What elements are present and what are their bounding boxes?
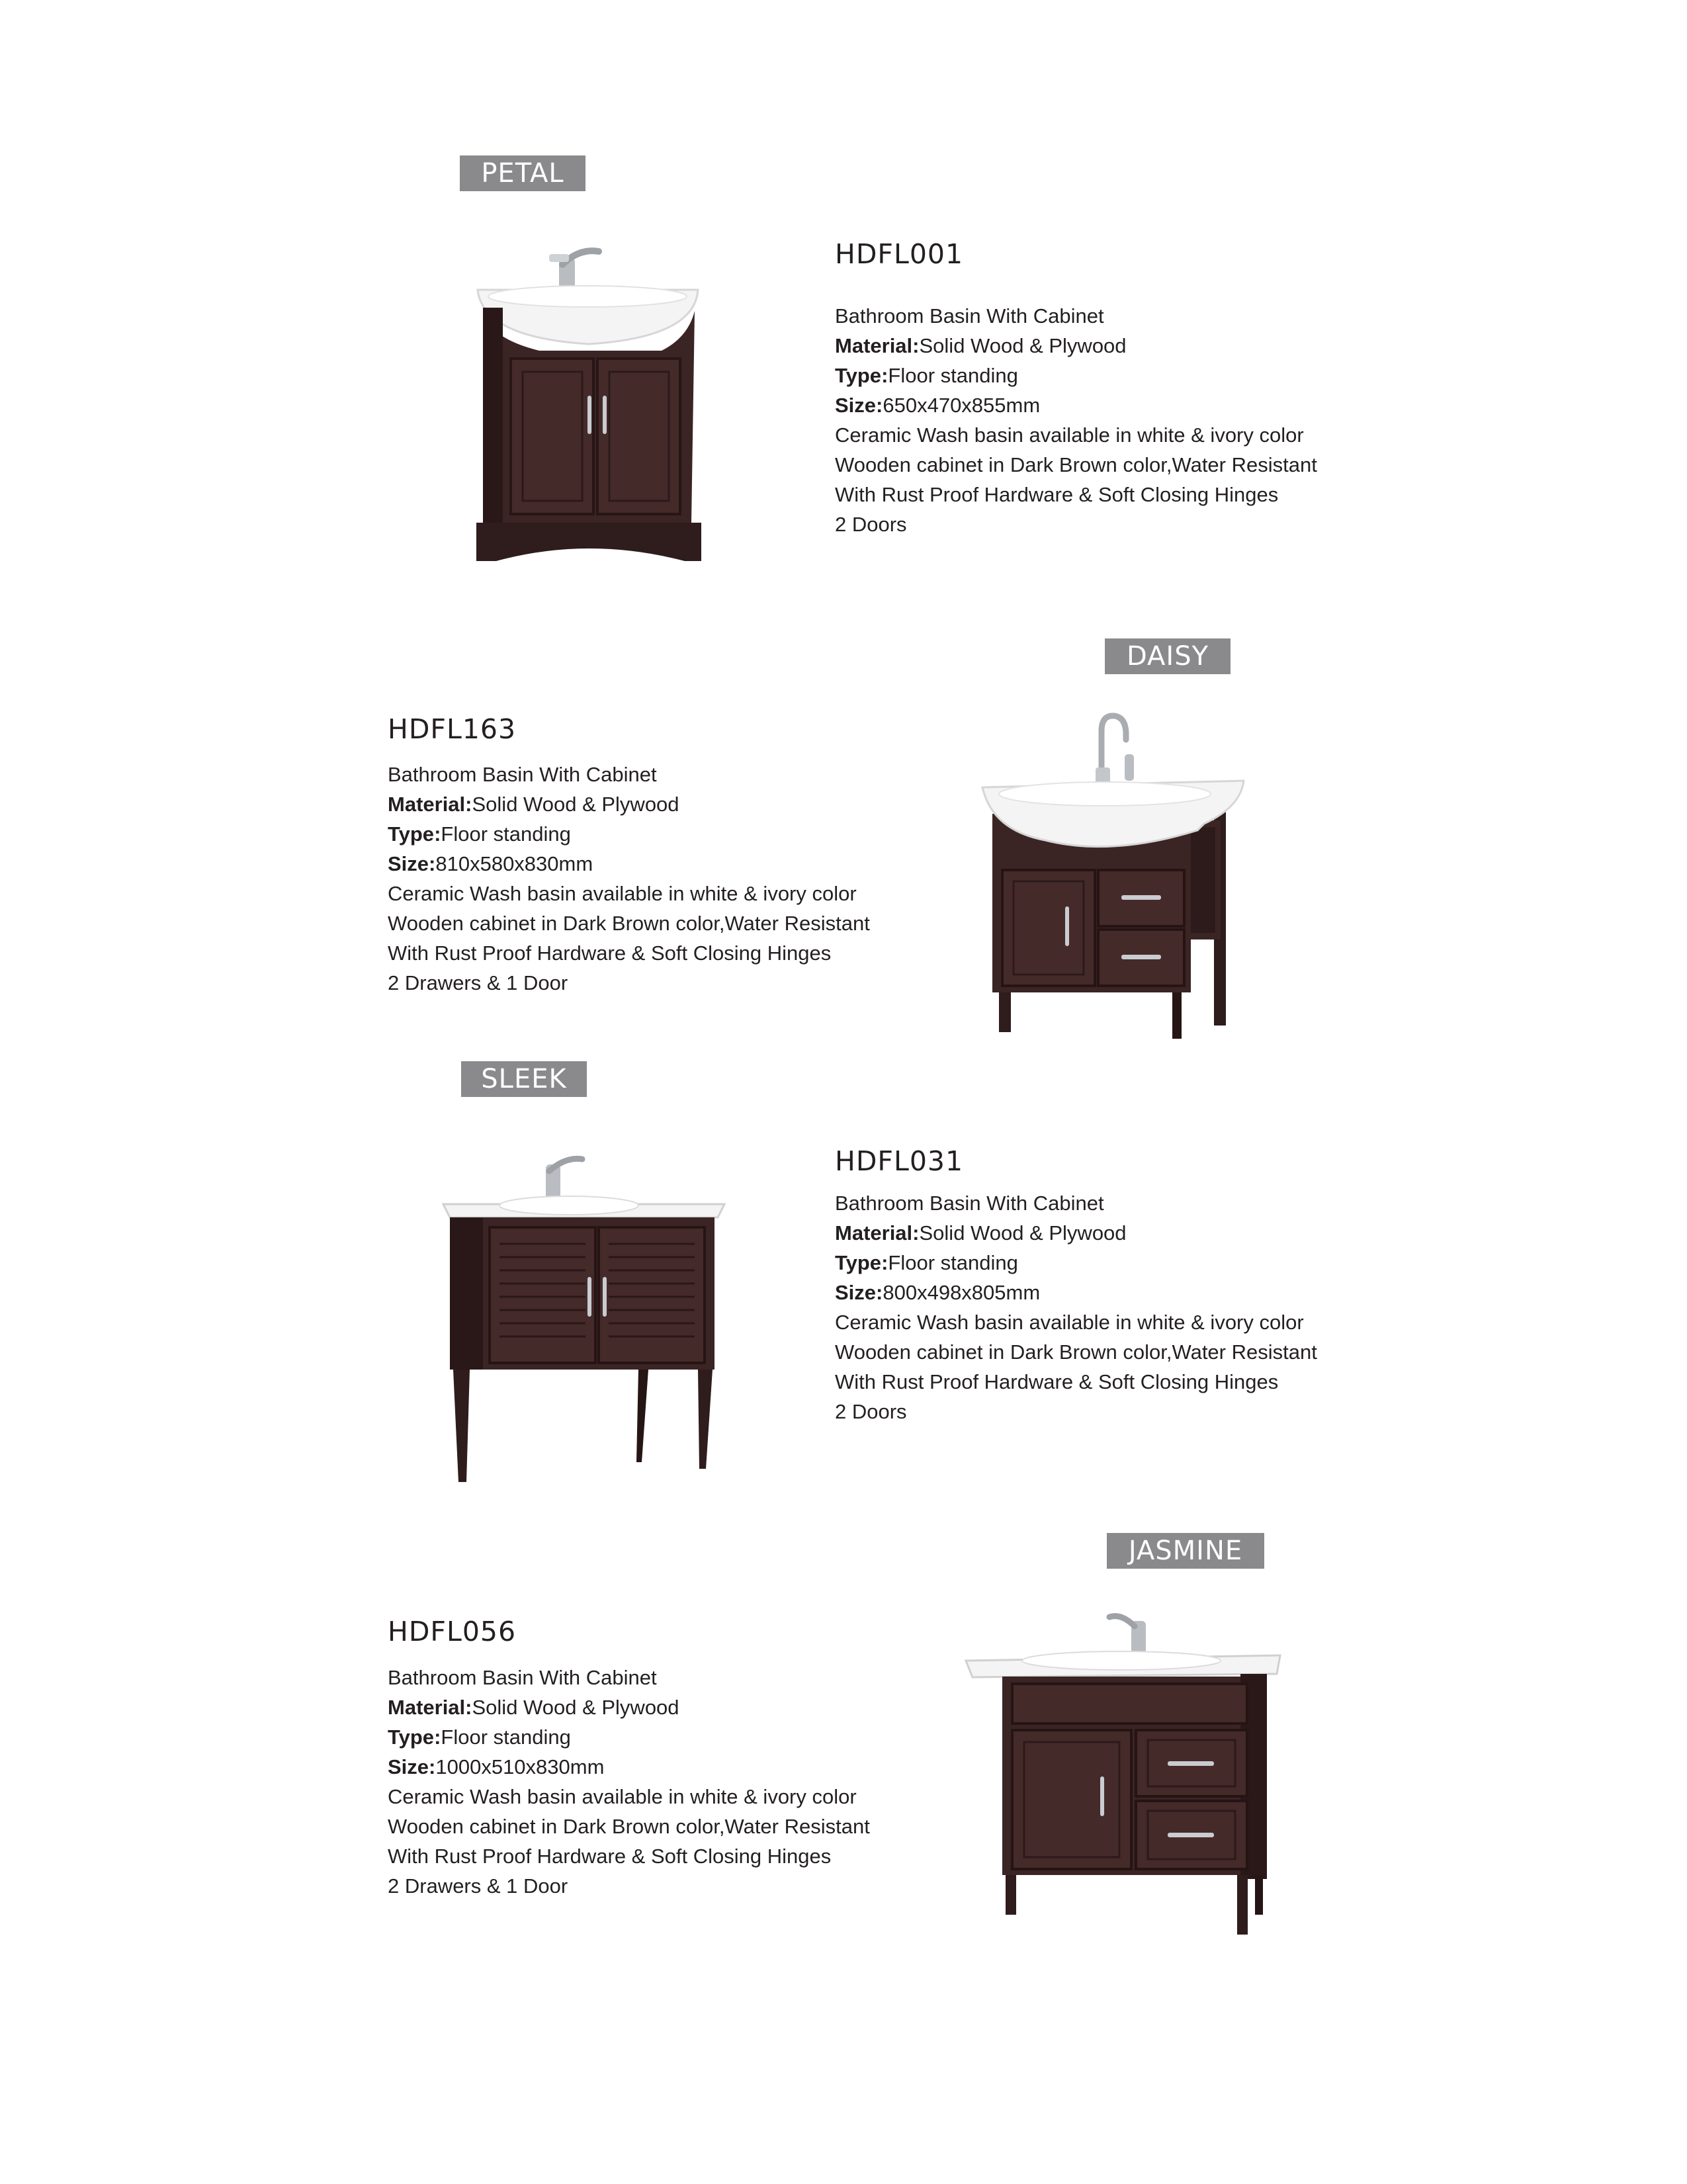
basin-note: Ceramic Wash basin available in white & ivory color bbox=[835, 423, 1304, 447]
product-name-tag: PETAL bbox=[460, 155, 585, 191]
size-value: 800x498x805mm bbox=[883, 1281, 1041, 1304]
type-value: Floor standing bbox=[888, 364, 1018, 387]
type-label: Type bbox=[835, 364, 882, 387]
type-row: Type:Floor standing bbox=[835, 1251, 1018, 1274]
product-title: Bathroom Basin With Cabinet bbox=[835, 304, 1104, 328]
type-value: Floor standing bbox=[441, 822, 571, 846]
config-note: 2 Doors bbox=[835, 513, 907, 536]
size-value: 650x470x855mm bbox=[883, 394, 1041, 417]
config-note: 2 Drawers & 1 Door bbox=[388, 971, 568, 994]
type-label: Type bbox=[388, 1725, 435, 1749]
size-row: Size:800x498x805mm bbox=[835, 1281, 1041, 1304]
size-label: Size bbox=[388, 852, 429, 875]
config-note: 2 Drawers & 1 Door bbox=[388, 1874, 568, 1898]
material-value: Solid Wood & Plywood bbox=[472, 1696, 679, 1719]
petal-cabinet-image bbox=[463, 245, 714, 576]
type-row: Type:Floor standing bbox=[835, 364, 1018, 387]
type-value: Floor standing bbox=[888, 1251, 1018, 1274]
product-specs bbox=[835, 1188, 1317, 1426]
material-row: Material:Solid Wood & Plywood bbox=[388, 1696, 679, 1719]
type-value: Floor standing bbox=[441, 1725, 571, 1749]
material-label: Material bbox=[388, 793, 466, 816]
basin-note: Ceramic Wash basin available in white & ivory color bbox=[835, 1311, 1304, 1334]
material-value: Solid Wood & Plywood bbox=[472, 793, 679, 816]
sleek-cabinet-image bbox=[440, 1151, 731, 1495]
material-value: Solid Wood & Plywood bbox=[919, 334, 1127, 357]
material-label: Material bbox=[388, 1696, 466, 1719]
hardware-note: With Rust Proof Hardware & Soft Closing Hinges bbox=[388, 1845, 832, 1868]
type-label: Type bbox=[835, 1251, 882, 1274]
size-label: Size bbox=[835, 1281, 877, 1304]
product-name-tag: DAISY bbox=[1105, 638, 1231, 674]
size-row: Size:650x470x855mm bbox=[835, 394, 1041, 417]
product-title: Bathroom Basin With Cabinet bbox=[388, 1666, 657, 1689]
size-label: Size bbox=[835, 394, 877, 417]
product-title: Bathroom Basin With Cabinet bbox=[388, 763, 657, 786]
product-code: HDFL163 bbox=[388, 713, 517, 745]
hardware-note: With Rust Proof Hardware & Soft Closing Hinges bbox=[388, 941, 832, 965]
material-value: Solid Wood & Plywood bbox=[919, 1221, 1127, 1245]
product-title: Bathroom Basin With Cabinet bbox=[835, 1192, 1104, 1215]
cabinet-note: Wooden cabinet in Dark Brown color,Water Resistant bbox=[835, 1340, 1317, 1364]
basin-note: Ceramic Wash basin available in white & ivory color bbox=[388, 1785, 857, 1808]
product-code: HDFL031 bbox=[835, 1145, 964, 1177]
size-row: Size:1000x510x830mm bbox=[388, 1755, 605, 1778]
cabinet-note: Wooden cabinet in Dark Brown color,Water Resistant bbox=[388, 912, 870, 935]
material-row: Material:Solid Wood & Plywood bbox=[388, 793, 679, 816]
material-label: Material bbox=[835, 334, 913, 357]
size-value: 810x580x830mm bbox=[435, 852, 593, 875]
material-label: Material bbox=[835, 1221, 913, 1245]
size-row: Size:810x580x830mm bbox=[388, 852, 593, 875]
cabinet-note: Wooden cabinet in Dark Brown color,Water Resistant bbox=[835, 453, 1317, 476]
product-specs bbox=[388, 1663, 870, 1901]
product-specs bbox=[835, 301, 1317, 539]
material-row: Material:Solid Wood & Plywood bbox=[835, 1221, 1127, 1245]
hardware-note: With Rust Proof Hardware & Soft Closing Hinges bbox=[835, 1370, 1279, 1393]
product-code: HDFL056 bbox=[388, 1616, 517, 1647]
product-name-tag: JASMINE bbox=[1107, 1533, 1264, 1569]
config-note: 2 Doors bbox=[835, 1400, 907, 1423]
type-label: Type bbox=[388, 822, 435, 846]
size-label: Size bbox=[388, 1755, 429, 1778]
product-code: HDFL001 bbox=[835, 238, 964, 270]
cabinet-note: Wooden cabinet in Dark Brown color,Water Resistant bbox=[388, 1815, 870, 1838]
product-name-tag: SLEEK bbox=[461, 1061, 587, 1097]
size-value: 1000x510x830mm bbox=[435, 1755, 605, 1778]
jasmine-cabinet-image bbox=[963, 1608, 1287, 1939]
product-specs bbox=[388, 760, 870, 998]
type-row: Type:Floor standing bbox=[388, 1725, 571, 1749]
type-row: Type:Floor standing bbox=[388, 822, 571, 846]
basin-note: Ceramic Wash basin available in white & ivory color bbox=[388, 882, 857, 905]
daisy-cabinet-image bbox=[979, 708, 1257, 1045]
hardware-note: With Rust Proof Hardware & Soft Closing Hinges bbox=[835, 483, 1279, 506]
material-row: Material:Solid Wood & Plywood bbox=[835, 334, 1127, 357]
